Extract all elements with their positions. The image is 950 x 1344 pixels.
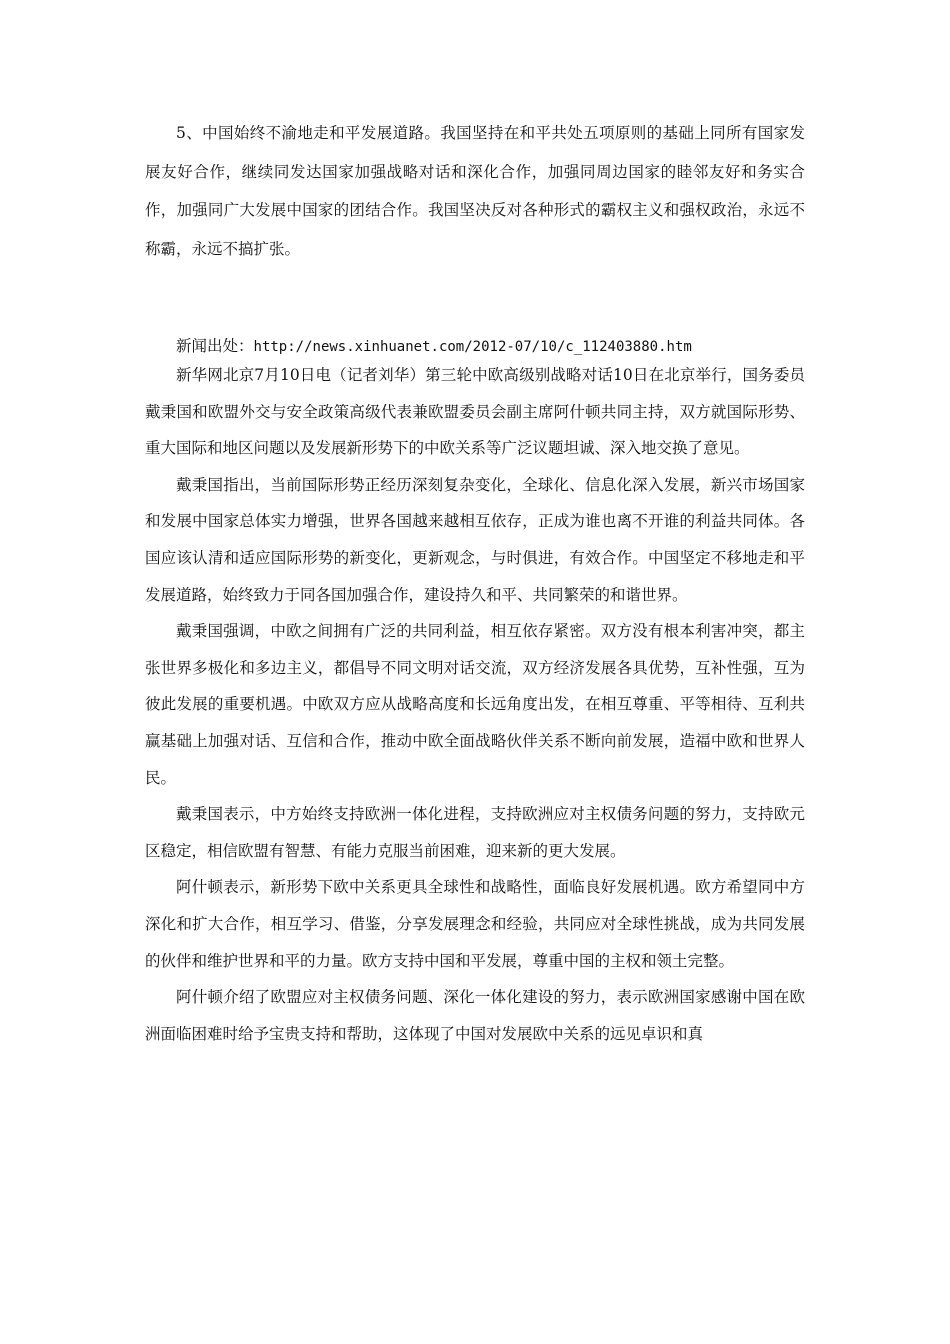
article-paragraph: 戴秉国指出，当前国际形势正经历深刻复杂变化，全球化、信息化深入发展，新兴市场国家和发展中国家总体实力增强，世界各国越来越相互依存，正成为谁也离不开谁的利益共同体。各国应该认清和适应国际形势的新变化，更新观念，与时俱进，有效合作。中国坚定不移地走和平发展道路，始终致力于同各国加强合作，建设持久和平、共同繁荣的和谐世界。: [145, 475, 805, 604]
article-paragraph: 戴秉国表示，中方始终支持欧洲一体化进程，支持欧洲应对主权债务问题的努力，支持欧元区稳定，相信欧盟有智慧、有能力克服当前困难，迎来新的更大发展。: [145, 805, 805, 860]
news-source-url: http://news.xinhuanet.com/2012-07/10/c_112403880.htm: [253, 338, 692, 355]
article-paragraph: 阿什顿表示，新形势下欧中关系更具全球性和战略性，面临良好发展机遇。欧方希望同中方深化和扩大合作，相互学习、借鉴，分享发展理念和经验，共同应对全球性挑战，成为共同发展的伙伴和维护世界和平的力量。欧方支持中国和平发展，尊重中国的主权和领土完整。: [145, 878, 805, 970]
paragraph-point-5: 5、中国始终不渝地走和平发展道路。我国坚持在和平共处五项原则的基础上同所有国家发展友好合作，继续同发达国家加强战略对话和深化合作，加强同周边国家的睦邻友好和务实合作，加强同广大发展中国家的团结合作。我国坚决反对各种形式的霸权主义和强权政治，永远不称霸，永远不搞扩张。: [145, 124, 805, 258]
article-paragraph: 阿什顿介绍了欧盟应对主权债务问题、深化一体化建设的努力，表示欧洲国家感谢中国在欧洲面临困难时给予宝贵支持和帮助，这体现了中国对发展欧中关系的远见卓识和真: [145, 988, 805, 1043]
article-paragraph: 戴秉国强调，中欧之间拥有广泛的共同利益，相互依存紧密。双方没有根本利害冲突，都主张世界多极化和多边主义，都倡导不同文明对话交流，双方经济发展各具优势，互补性强，互为彼此发展的重要机遇。中欧双方应从战略高度和长远角度出发，在相互尊重、平等相待、互利共赢基础上加强对话、互信和合作，推动中欧全面战略伙伴关系不断向前发展，造福中欧和世界人民。: [145, 622, 805, 787]
news-source-line: [145, 336, 805, 358]
news-source-label: 新闻出处：: [176, 336, 254, 355]
article-paragraph: 新华网北京7月10日电（记者刘华）第三轮中欧高级别战略对话10日在北京举行，国务委员戴秉国和欧盟外交与安全政策高级代表兼欧盟委员会副主席阿什顿共同主持，双方就国际形势、重大国际和地区问题以及发展新形势下的中欧关系等广泛议题坦诚、深入地交换了意见。: [145, 366, 805, 458]
article-body: [145, 357, 805, 1052]
